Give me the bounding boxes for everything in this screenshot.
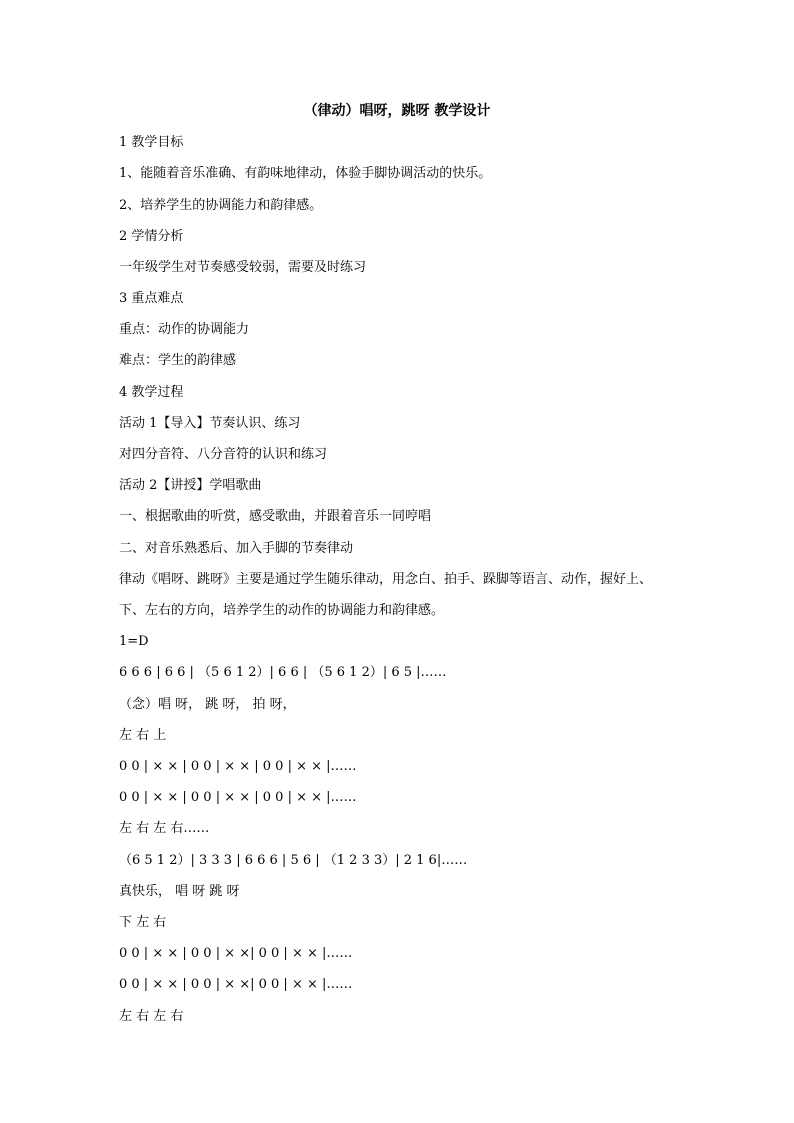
key-signature: 1=D <box>119 634 149 649</box>
key-point-text: 重点：动作的协调能力 <box>119 322 250 337</box>
notation-line: （6 5 1 2）| 3 3 3 | 6 6 6 | 5 6 | （1 2 3 3）| 2 1 6|…… <box>119 853 468 868</box>
goal-item-2: 2、培养学生的协调能力和韵律感。 <box>119 198 323 213</box>
notation-line: 6 6 6 | 6 6 | （5 6 1 2）| 6 6 | （5 6 1 2）| 6 5 |…… <box>119 665 447 680</box>
difficulty-text: 难点：学生的韵律感 <box>119 353 237 368</box>
rhythm-line: 0 0 | × × | 0 0 | × × | 0 0 | × × |…… <box>119 790 357 805</box>
activity-2-step-2: 二、对音乐熟悉后、加入手脚的节奏律动 <box>119 541 354 556</box>
rhythm-description-line-1: 律动《唱呀、跳呀》主要是通过学生随乐律动，用念白、拍手、跺脚等语言、动作，握好上、 <box>119 572 653 587</box>
lyrics-line: （念）唱 呀， 跳 呀， 拍 呀， <box>119 697 296 712</box>
activity-1-heading: 活动 1【导入】节奏认识、练习 <box>119 416 301 431</box>
rhythm-line: 0 0 | × × | 0 0 | × ×| 0 0 | × × |…… <box>119 977 353 992</box>
heading-teaching-goals: 1 教学目标 <box>119 135 184 150</box>
lyrics-line: 真快乐， 唱 呀 跳 呀 <box>119 884 240 899</box>
direction-line: 左 右 上 <box>119 728 167 743</box>
activity-2-step-1: 一、根据歌曲的听赏，感受歌曲，并跟着音乐一同哼唱 <box>119 509 432 524</box>
rhythm-line: 0 0 | × × | 0 0 | × ×| 0 0 | × × |…… <box>119 946 353 961</box>
student-analysis-text: 一年级学生对节奏感受较弱，需要及时练习 <box>119 260 367 275</box>
rhythm-description-line-2: 下、左右的方向，培养学生的动作的协调能力和韵律感。 <box>119 603 445 618</box>
activity-1-text: 对四分音符、八分音符的认识和练习 <box>119 447 328 462</box>
direction-line: 下 左 右 <box>119 915 167 930</box>
heading-teaching-process: 4 教学过程 <box>119 385 184 400</box>
activity-2-heading: 活动 2【讲授】学唱歌曲 <box>119 478 262 493</box>
direction-line: 左 右 左 右 <box>119 1009 184 1024</box>
document-title: （律动）唱呀，跳呀 教学设计 <box>303 103 491 119</box>
goal-item-1: 1、能随着音乐准确、有韵味地律动，体验手脚协调活动的快乐。 <box>119 166 492 181</box>
heading-student-analysis: 2 学情分析 <box>119 229 184 244</box>
direction-line: 左 右 左 右…… <box>119 821 210 836</box>
heading-key-points: 3 重点难点 <box>119 291 184 306</box>
rhythm-line: 0 0 | × × | 0 0 | × × | 0 0 | × × |…… <box>119 759 357 774</box>
